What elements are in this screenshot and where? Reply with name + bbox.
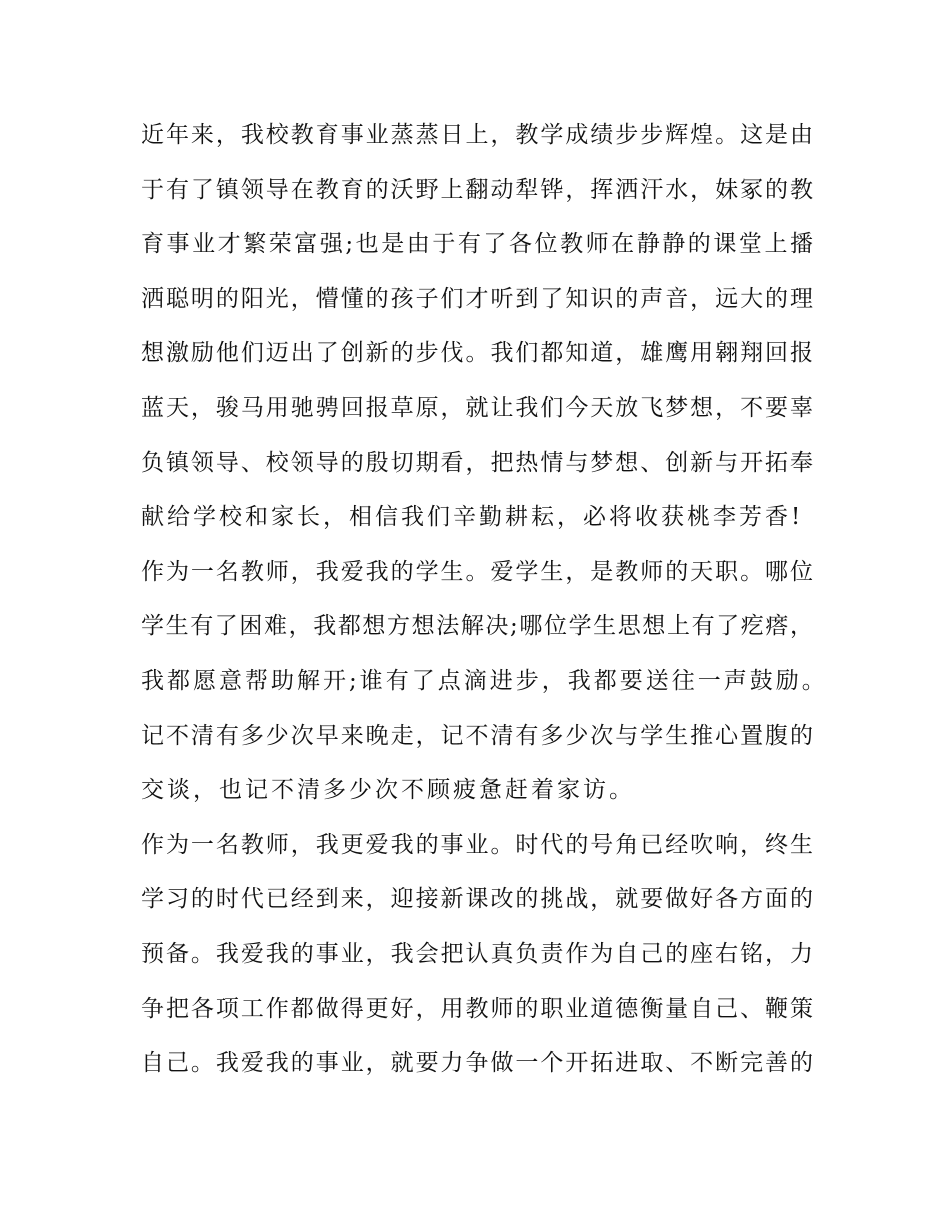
text-line-10: 学生有了困难，我都想方想法解决;哪位学生思想上有了疙瘩， bbox=[141, 613, 813, 640]
text-line-9: 作为一名教师，我爱我的学生。爱学生，是教师的天职。哪位 bbox=[141, 558, 813, 585]
text-line-16: 预备。我爱我的事业，我会把认真负责作为自己的座右铭，力 bbox=[141, 940, 813, 967]
text-line-11: 我都愿意帮助解开;谁有了点滴进步，我都要送往一声鼓励。 bbox=[141, 667, 828, 694]
text-line-7: 负镇领导、校领导的殷切期看，把热情与梦想、创新与开拓奉 bbox=[141, 449, 813, 476]
text-line-3: 育事业才繁荣富强;也是由于有了各位教师在静静的课堂上播 bbox=[141, 231, 813, 258]
text-line-15: 学习的时代已经到来，迎接新课改的挑战，就要做好各方面的 bbox=[141, 886, 813, 913]
text-line-17: 争把各项工作都做得更好，用教师的职业道德衡量自己、鞭策 bbox=[141, 995, 813, 1022]
text-line-18: 自己。我爱我的事业，就要力争做一个开拓进取、不断完善的 bbox=[141, 1050, 813, 1077]
text-line-12: 记不清有多少次早来晚走，记不清有多少次与学生推心置腹的 bbox=[141, 722, 813, 749]
text-line-14: 作为一名教师，我更爱我的事业。时代的号角已经吹响，终生 bbox=[141, 831, 813, 858]
text-line-4: 洒聪明的阳光，懵懂的孩子们才听到了知识的声音，远大的理 bbox=[141, 285, 813, 312]
text-line-8: 献给学校和家长，相信我们辛勤耕耘，必将收获桃李芳香! bbox=[141, 504, 804, 531]
text-line-5: 想激励他们迈出了创新的步伐。我们都知道，雄鹰用翱翔回报 bbox=[141, 340, 813, 367]
text-line-13: 交谈，也记不清多少次不顾疲惫赶着家访。 bbox=[141, 777, 635, 804]
text-line-6: 蓝天，骏马用驰骋回报草原，就让我们今天放飞梦想，不要辜 bbox=[141, 394, 813, 421]
text-line-2: 于有了镇领导在教育的沃野上翻动犁铧，挥洒汗水，妹冢的教 bbox=[141, 176, 813, 203]
text-line-1: 近年来，我校教育事业蒸蒸日上，教学成绩步步辉煌。这是由 bbox=[141, 122, 813, 148]
body-text bbox=[141, 108, 828, 1091]
